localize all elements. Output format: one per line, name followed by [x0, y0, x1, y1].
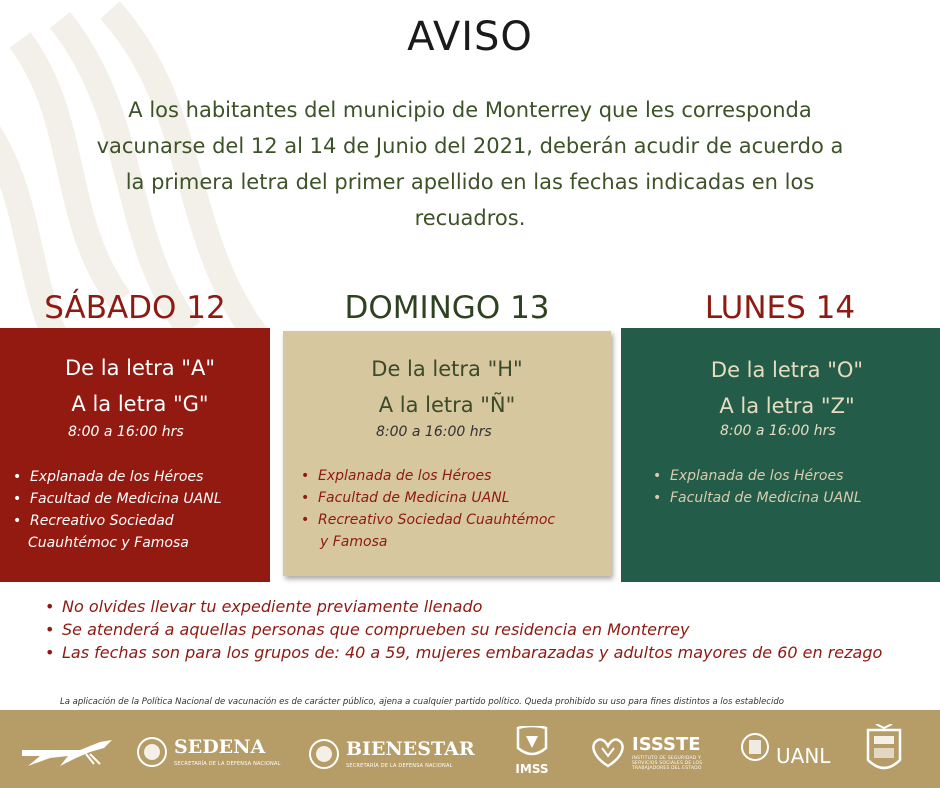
- place-item: • Facultad de Medicina UANL: [670, 487, 930, 509]
- issste-subtext: INSTITUTO DE SEGURIDAD Y SERVICIOS SOCIALES DE LOS TRABAJADORES DEL ESTADO: [632, 756, 703, 771]
- footer-logos: [0, 710, 940, 788]
- range-to: A la letra "Ñ": [378, 393, 516, 417]
- letter-range: [637, 352, 937, 424]
- place-item: • Explanada de los Héroes: [30, 466, 268, 488]
- mexico-seal-icon: [136, 736, 168, 768]
- bienestar-subtext: SECRETARÍA DE LA DEFENSA NACIONAL: [346, 763, 453, 769]
- place-item-continuation: y Famosa: [320, 534, 388, 550]
- range-to: A la letra "G": [71, 392, 209, 416]
- notes-list: [62, 595, 912, 664]
- place-item: • Recreativo Sociedad: [30, 510, 268, 532]
- page-title: AVISO: [407, 14, 533, 60]
- day-title-saturday: SÁBADO 12: [44, 290, 226, 326]
- day-title-sunday: DOMINGO 13: [344, 290, 550, 326]
- card-monday: [621, 328, 940, 582]
- government-bird-logo-icon: [20, 736, 116, 770]
- intro-text: A los habitantes del municipio de Monterrey que les corresponda vacunarse del 12 al 14 de Junio del 2021, deberán acudir de acuerdo a la primera letra del primer apellido en las fechas indicadas en los recuadros.: [96, 98, 844, 230]
- bienestar-text: BIENESTAR: [346, 738, 475, 760]
- place-item-continuation: Cuauhtémoc y Famosa: [28, 535, 189, 551]
- hours: 8:00 a 16:00 hrs: [720, 423, 836, 439]
- uanl-shield-icon: [740, 732, 770, 766]
- hours: 8:00 a 16:00 hrs: [68, 424, 184, 440]
- card-saturday: [0, 328, 270, 582]
- place-item: • Explanada de los Héroes: [670, 465, 930, 487]
- sedena-text: SEDENA: [174, 736, 266, 758]
- mexico-seal-icon: [308, 738, 340, 770]
- issste-text: ISSSTE: [632, 734, 701, 755]
- imss-text: IMSS: [515, 762, 549, 776]
- places-list: [318, 465, 608, 553]
- place-item: • Recreativo Sociedad Cuauhtémoc: [318, 509, 608, 531]
- place-item: • Facultad de Medicina UANL: [318, 487, 608, 509]
- place-item: • Explanada de los Héroes: [318, 465, 608, 487]
- range-from: De la letra "H": [371, 357, 523, 381]
- range-to: A la letra "Z": [719, 394, 855, 418]
- places-list: [670, 465, 930, 509]
- hours: 8:00 a 16:00 hrs: [376, 424, 492, 440]
- issste-hands-icon: [588, 734, 628, 770]
- note-item: • Las fechas son para los grupos de: 40 a 59, mujeres embarazadas y adultos mayores de 60 en rezago: [62, 641, 912, 664]
- day-title-monday: LUNES 14: [704, 290, 856, 326]
- imss-eagle-icon: [514, 726, 550, 760]
- range-from: De la letra "O": [710, 358, 864, 382]
- places-list: [30, 466, 268, 554]
- card-sunday: [283, 331, 611, 576]
- sedena-subtext: SECRETARÍA DE LA DEFENSA NACIONAL: [174, 761, 281, 767]
- letter-range: [10, 350, 270, 422]
- note-item: • Se atenderá a aquellas personas que comprueben su residencia en Monterrey: [62, 618, 912, 641]
- note-item: • No olvides llevar tu expediente previamente llenado: [62, 595, 912, 618]
- letter-range: [283, 351, 611, 423]
- disclaimer: La aplicación de la Política Nacional de vacunación es de carácter público, ajena a cualquier partido político. Queda prohibido su uso para fines distintos a los establecido: [60, 697, 784, 707]
- imss-logo: [514, 726, 554, 776]
- place-item: • Facultad de Medicina UANL: [30, 488, 268, 510]
- nuevo-leon-shield-icon: [864, 724, 904, 776]
- range-from: De la letra "A": [65, 356, 215, 380]
- uanl-text: UANL: [776, 744, 831, 768]
